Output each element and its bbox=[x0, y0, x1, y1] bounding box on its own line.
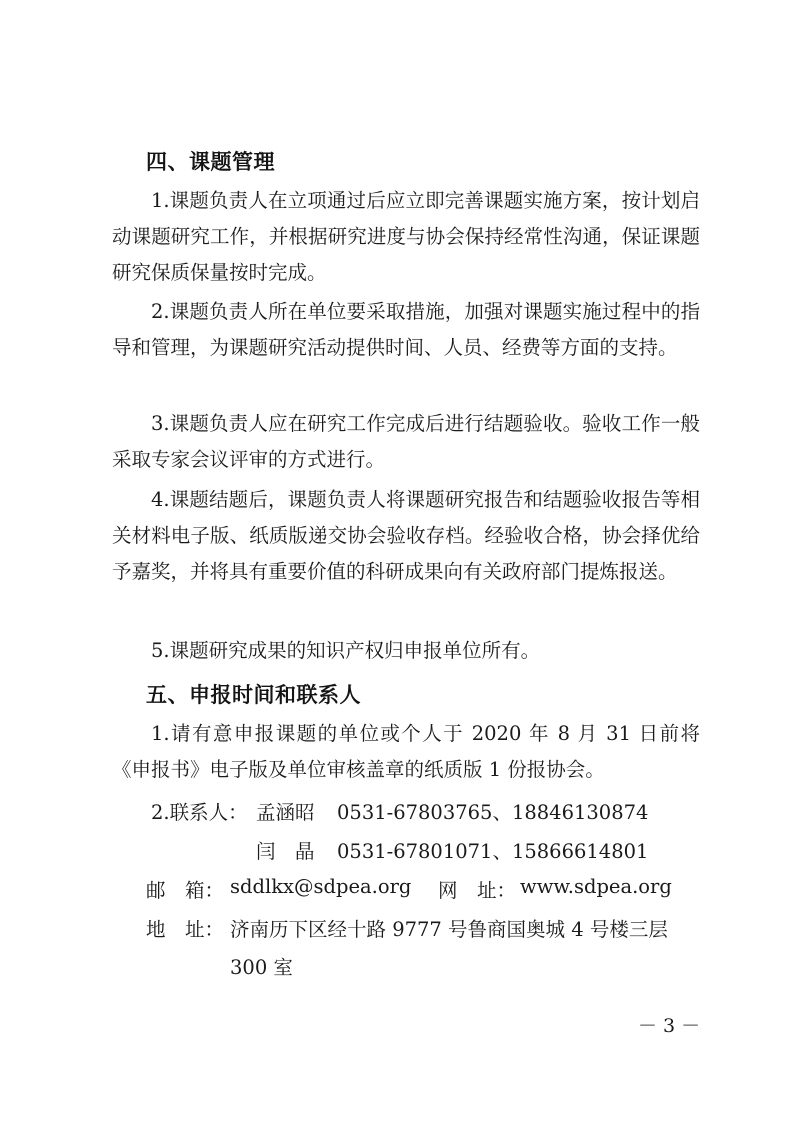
contact2-name: 闫 晶 bbox=[256, 840, 315, 863]
website-label: 网 址： bbox=[438, 879, 517, 902]
address-line-1: 济南历下区经十路 9777 号鲁商国奥城 4 号楼三层 bbox=[230, 918, 668, 941]
management-item-2: 2.课题负责人所在单位要采取措施，加强对课题实施过程中的指导和管理，为课题研究活动提供时间、人员、经费等方面的支持。 bbox=[112, 300, 700, 359]
page-number: － 3 － bbox=[638, 1015, 701, 1037]
website-address[interactable]: www.sdpea.org bbox=[520, 875, 672, 898]
address-label: 地 址： bbox=[146, 918, 225, 941]
contact2-phones: 0531-67801071、15866614801 bbox=[337, 840, 649, 863]
contact-label: 2.联系人： bbox=[151, 801, 248, 824]
section-heading-management: 四、课题管理 bbox=[146, 150, 275, 174]
address-line-2: 300 室 bbox=[230, 956, 293, 979]
management-item-5: 5.课题研究成果的知识产权归申报单位所有。 bbox=[151, 639, 541, 662]
section-heading-application: 五、申报时间和联系人 bbox=[146, 683, 361, 707]
email-address[interactable]: sddlkx@sdpea.org bbox=[230, 875, 412, 898]
application-deadline-paragraph: 1.请有意申报课题的单位或个人于 2020 年 8 月 31 日前将《申报书》电子版及单位审核盖章的纸质版 1 份报协会。 bbox=[112, 722, 700, 781]
contact1-phones: 0531-67803765、18846130874 bbox=[337, 801, 649, 824]
management-item-3: 3.课题负责人应在研究工作完成后进行结题验收。验收工作一般采取专家会议评审的方式进行。 bbox=[112, 412, 700, 471]
management-item-1: 1.课题负责人在立项通过后应立即完善课题实施方案，按计划启动课题研究工作，并根据研究进度与协会保持经常性沟通，保证课题研究保质保量按时完成。 bbox=[112, 189, 700, 284]
email-label: 邮 箱： bbox=[146, 879, 225, 902]
contact1-name: 孟涵昭 bbox=[256, 801, 315, 824]
management-item-4: 4.课题结题后，课题负责人将课题研究报告和结题验收报告等相关材料电子版、纸质版递交协会验收存档。经验收合格，协会择优给予嘉奖，并将具有重要价值的科研成果向有关政府部门提炼报送。 bbox=[112, 488, 700, 583]
